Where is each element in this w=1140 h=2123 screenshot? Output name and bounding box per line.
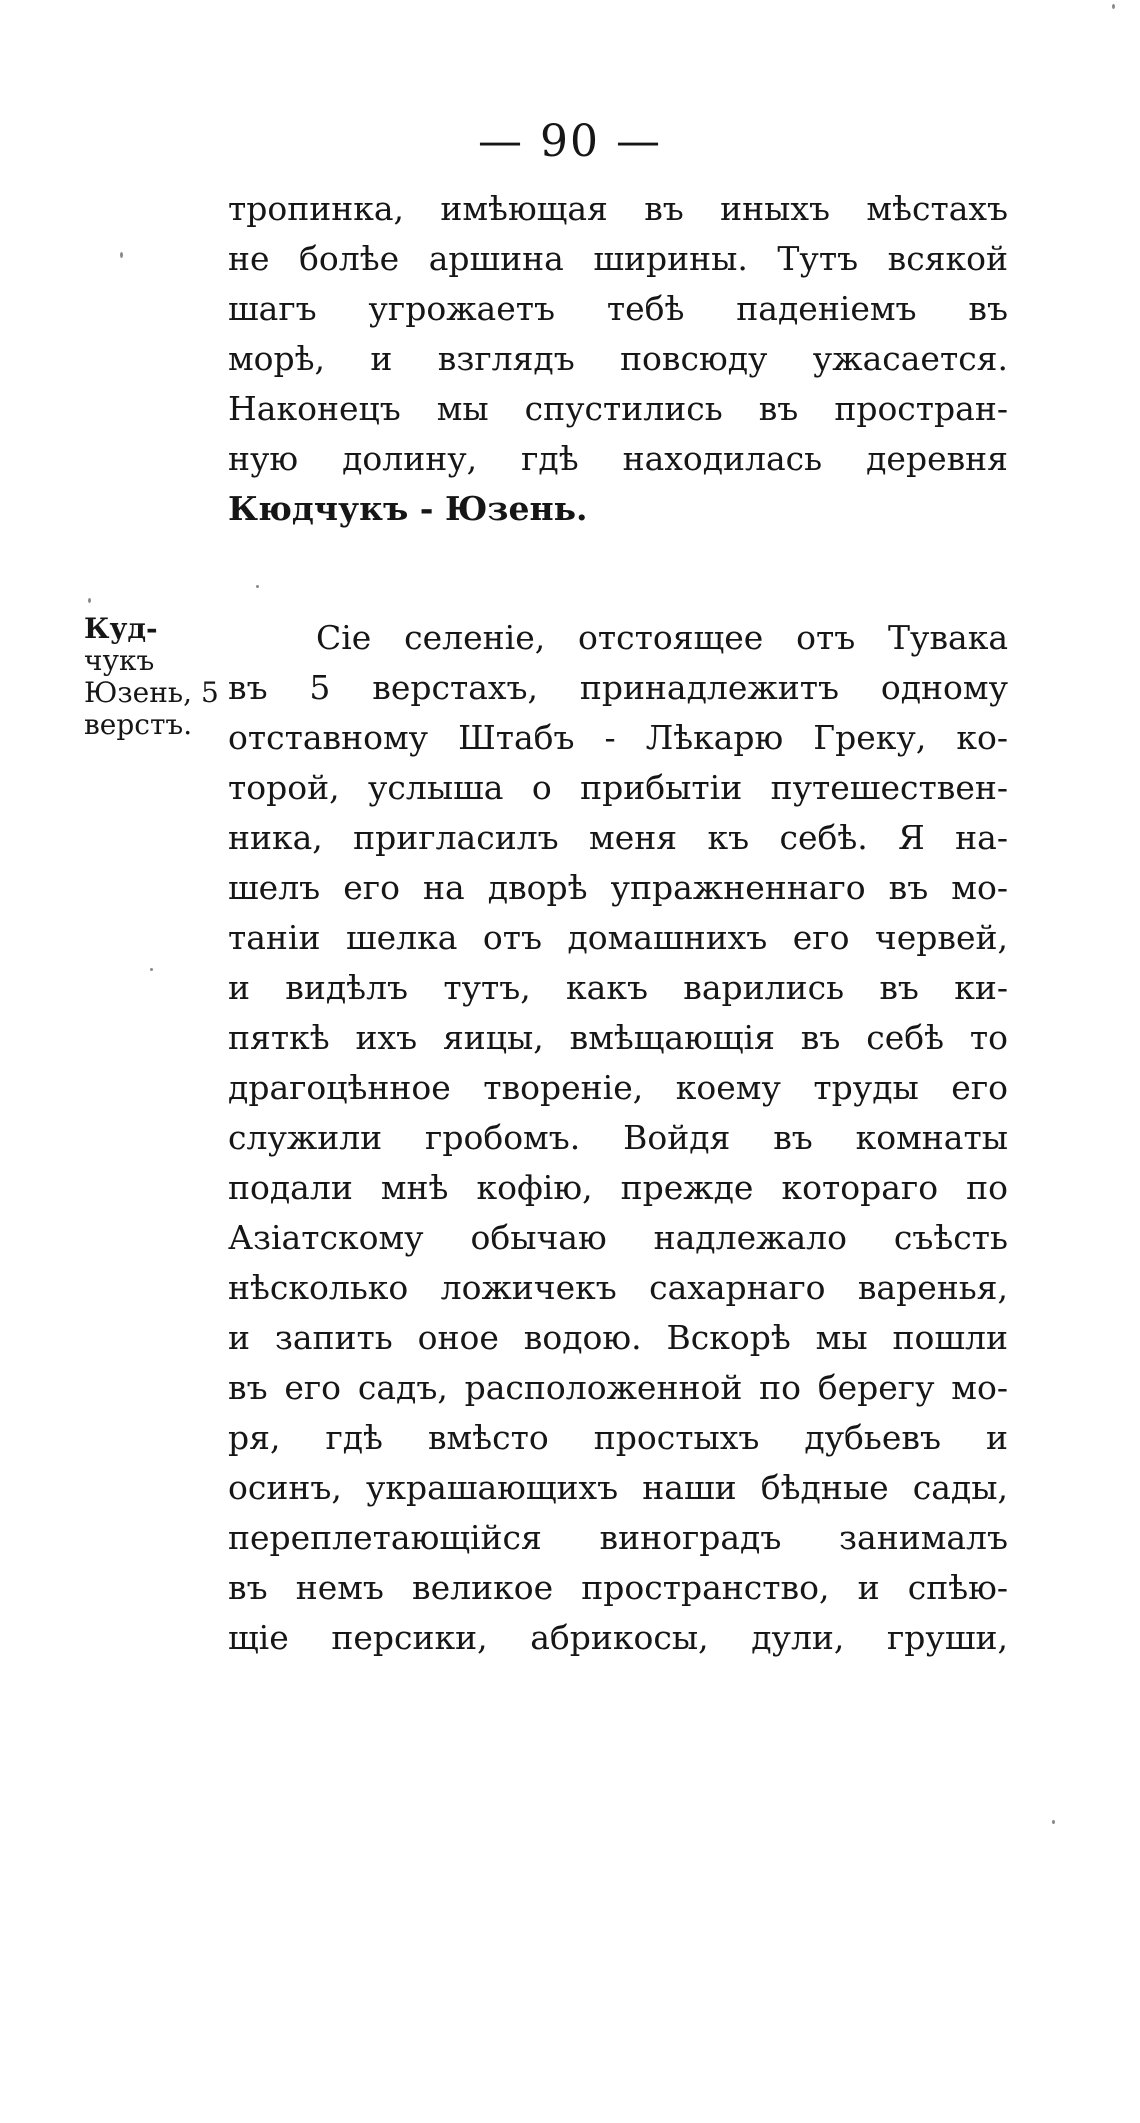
scan-speck <box>256 585 259 588</box>
scan-speck <box>150 968 153 971</box>
scan-speck <box>1052 1820 1055 1824</box>
text-line: Наконецъ мы спустились въ простран- <box>228 389 1008 428</box>
text-line: въ немъ великое пространство, и спѣю- <box>228 1568 1008 1607</box>
text-line: въ 5 верстахъ, принадлежитъ одному <box>228 668 1008 707</box>
text-line: пяткѣ ихъ яицы, вмѣщающiя въ себѣ то <box>228 1018 1008 1057</box>
text-line: переплетающiйся виноградъ занималъ <box>228 1518 1008 1557</box>
text-line: торой, услыша о прибытiи путешествен- <box>228 768 1008 807</box>
margin-note <box>84 613 234 741</box>
margin-note-line: верстъ. <box>84 708 193 741</box>
text-line: осинъ, украшающихъ наши бѣдные сады, <box>228 1468 1008 1507</box>
text-line: ника, пригласилъ меня къ себѣ. Я на- <box>228 818 1008 857</box>
text-line: служили гробомъ. Войдя въ комнаты <box>228 1118 1008 1157</box>
text-line: и запить оное водою. Вскорѣ мы пошли <box>228 1318 1008 1357</box>
text-line: въ его садъ, расположенной по берегу мо- <box>228 1368 1008 1407</box>
text-line: морѣ, и взглядъ повсюду ужасается. <box>228 339 1008 378</box>
scan-speck <box>88 598 91 603</box>
text-line: танiи шелка отъ домашнихъ его червей, <box>228 918 1008 957</box>
text-line: нѣсколько ложичекъ сахарнаго варенья, <box>228 1268 1008 1307</box>
margin-note-line: Юзень, 5 <box>84 676 219 709</box>
text-line: отставному Штабъ - Лѣкарю Греку, ко- <box>228 718 1008 757</box>
scan-speck <box>1112 4 1115 9</box>
margin-note-line: Куд- <box>84 612 158 645</box>
scan-speck <box>120 252 123 258</box>
paragraph-2 <box>228 613 1008 1663</box>
text-line: Азiатскому обычаю надлежало съѣсть <box>228 1218 1008 1257</box>
text-line: не болѣе аршина ширины. Тутъ всякой <box>228 239 1008 278</box>
text-line: подали мнѣ кофiю, прежде котораго по <box>228 1168 1008 1207</box>
text-line: щiе персики, абрикосы, дули, груши, <box>228 1618 1008 1657</box>
text-line: и видѣлъ тутъ, какъ варились въ ки- <box>228 968 1008 1007</box>
margin-note-line: чукъ <box>84 644 155 677</box>
text-line: шагъ угрожаетъ тебѣ паденiемъ въ <box>228 289 1008 328</box>
paragraph-1 <box>228 184 1008 534</box>
text-line: ную долину, гдѣ находилась деревня <box>228 439 1008 478</box>
page-number: — 90 — <box>478 116 662 167</box>
text-line: тропинка, имѣющая въ иныхъ мѣстахъ <box>228 189 1008 228</box>
text-line: шелъ его на дворѣ упражненнаго въ мо- <box>228 868 1008 907</box>
text-line: Сiе селенiе, отстоящее отъ Тувака <box>316 618 1008 657</box>
text-line: драгоцѣнное творенiе, коему труды его <box>228 1068 1008 1107</box>
text-line: ря, гдѣ вмѣсто простыхъ дубьевъ и <box>228 1418 1008 1457</box>
village-name: Кюдчукъ - Юзень. <box>228 489 588 528</box>
